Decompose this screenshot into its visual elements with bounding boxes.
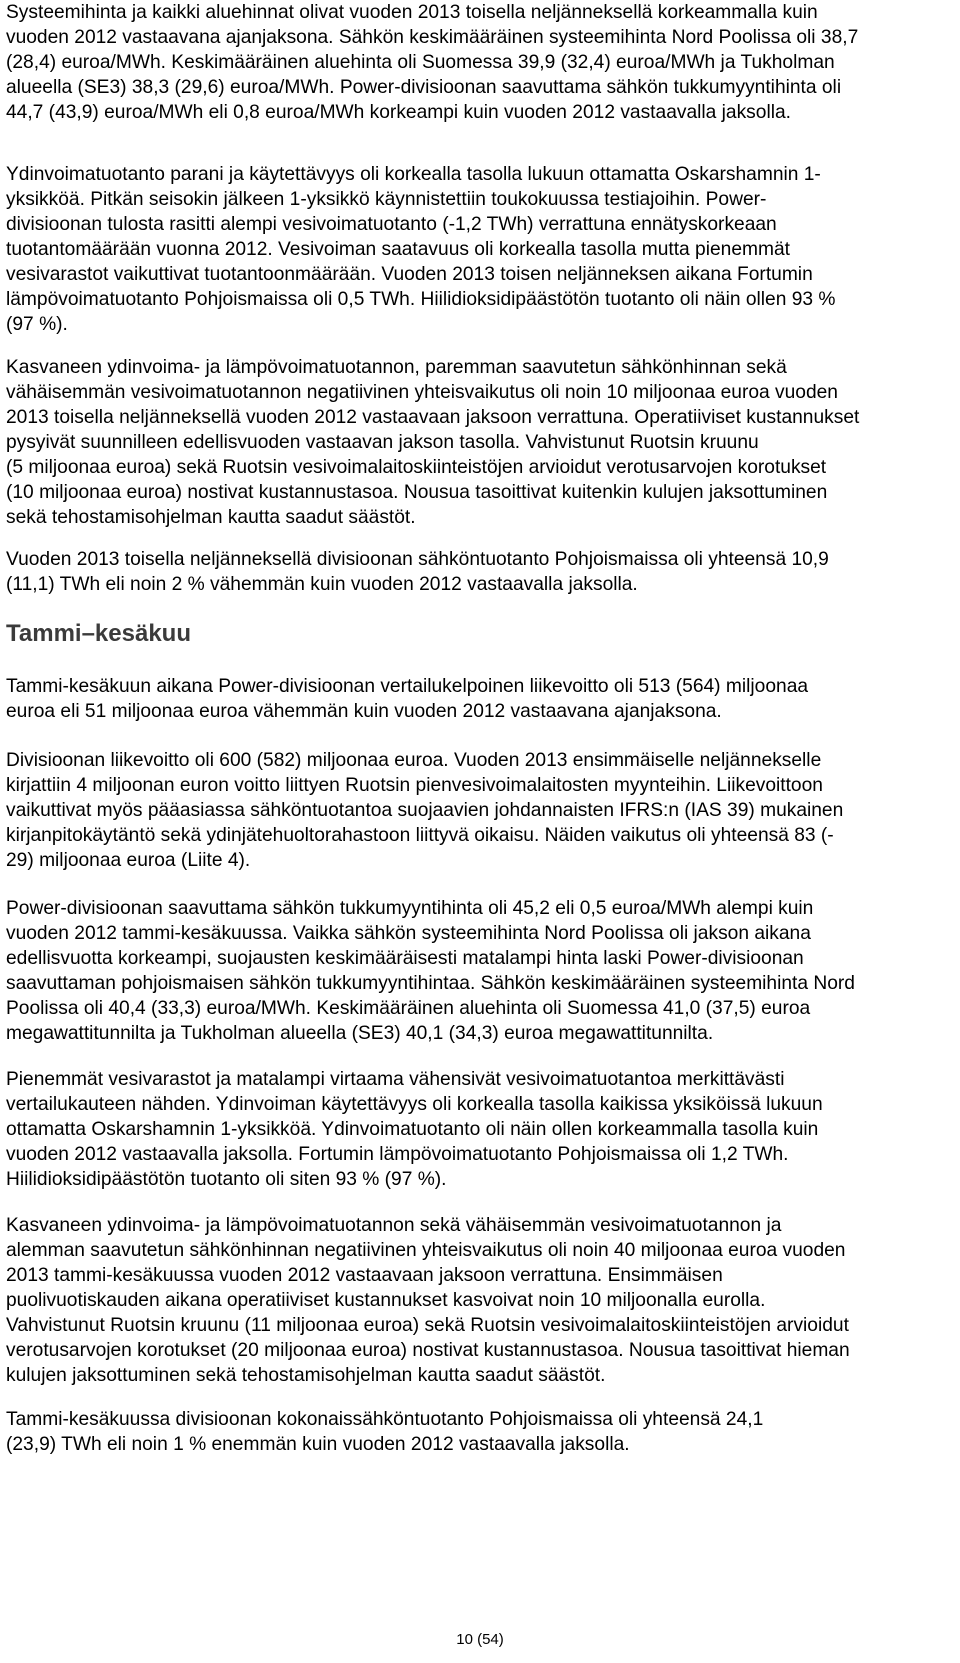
text-line: vuoden 2012 tammi-kesäkuussa. Vaikka sähkön systeemihinta Nord Poolissa oli jakson aikana bbox=[6, 923, 811, 944]
text-line: 29) miljoonaa euroa (Liite 4). bbox=[6, 850, 251, 871]
text-line: Power-divisioonan saavuttama sähkön tukkumyyntihinta oli 45,2 eli 0,5 euroa/MWh alempi kuin bbox=[6, 898, 814, 919]
text-line: megawattitunnilta ja Tukholman alueella (SE3) 40,1 (34,3) euroa megawattitunnilta. bbox=[6, 1023, 714, 1044]
text-line: Tammi-kesäkuun aikana Power-divisioonan vertailukelpoinen liikevoitto oli 513 (564) miljoonaa bbox=[6, 676, 809, 697]
text-line: Poolissa oli 40,4 (33,3) euroa/MWh. Keskimääräinen aluehinta oli Suomessa 41,0 (37,5) euroa bbox=[6, 998, 811, 1019]
text-line: (28,4) euroa/MWh. Keskimääräinen aluehinta oli Suomessa 39,9 (32,4) euroa/MWh ja Tukholman bbox=[6, 52, 835, 73]
paragraph-costs-q2 bbox=[6, 355, 859, 530]
text-line: euroa eli 51 miljoonaa euroa vähemmän kuin vuoden 2012 vastaavana ajanjaksona. bbox=[6, 701, 722, 722]
text-line: Hiilidioksidipäästötön tuotanto oli siten 93 % (97 %). bbox=[6, 1169, 447, 1190]
text-line: vuoden 2012 vastaavana ajanjaksona. Sähkön keskimääräinen systeemihinta Nord Poolissa oli 38,7 bbox=[6, 27, 859, 48]
text-line: (5 miljoonaa euroa) sekä Ruotsin vesivoimalaitoskiinteistöjen arvioidut verotusarvojen korotukset bbox=[6, 457, 827, 478]
text-line: 2013 toisella neljänneksellä vuoden 2012 vastaavaan jaksoon verrattuna. Operatiiviset kustannukset bbox=[6, 407, 860, 428]
paragraph-h1-production bbox=[6, 1407, 763, 1457]
text-line: (23,9) TWh eli noin 1 % enemmän kuin vuoden 2012 vastaavalla jaksolla. bbox=[6, 1434, 630, 1455]
text-line: kirjanpitokäytäntö sekä ydinjätehuoltorahastoon liittyvä oikaisu. Näiden vaikutus oli yhteensä 83 (- bbox=[6, 825, 834, 846]
text-line: Kasvaneen ydinvoima- ja lämpövoimatuotannon sekä vähäisemmän vesivoimatuotannon ja bbox=[6, 1215, 782, 1236]
section-heading: Tammi–kesäkuu bbox=[6, 620, 191, 647]
text-line: verotusarvojen korotukset (20 miljoonaa euroa) nostivat kustannustasoa. Nousua tasoittivat hieman bbox=[6, 1340, 850, 1361]
text-line: vertailukauteen nähden. Ydinvoiman käytettävyys oli korkealla tasolla kaikissa yksiköissä lukuun bbox=[6, 1094, 823, 1115]
text-line: puolivuotiskauden aikana operatiiviset kustannukset kasvoivat noin 10 miljoonalla eurolla. bbox=[6, 1290, 766, 1311]
text-line: alemman saavutetun sähkönhinnan negatiivinen yhteisvaikutus oli noin 40 miljoonaa euroa vuoden bbox=[6, 1240, 846, 1261]
text-line: divisioonan tulosta rasitti alempi vesivoimatuotanto (-1,2 TWh) verrattuna ennätyskorkeaan bbox=[6, 214, 777, 235]
text-line: yksikköä. Pitkän seisokin jälkeen 1-yksikkö käynnistettiin toukokuussa testiajoihin. Power- bbox=[6, 189, 767, 210]
text-line: (11,1) TWh eli noin 2 % vähemmän kuin vuoden 2012 vastaavalla jaksolla. bbox=[6, 574, 638, 595]
text-line: pysyivät suunnilleen edellisvuoden vastaavan jakson tasolla. Vahvistunut Ruotsin kruunu bbox=[6, 432, 759, 453]
text-line: kulujen jaksottuminen sekä tehostamisohjelman kautta saadut säästöt. bbox=[6, 1365, 606, 1386]
text-line: Tammi-kesäkuussa divisioonan kokonaissähköntuotanto Pohjoismaissa oli yhteensä 24,1 bbox=[6, 1409, 764, 1430]
text-line: vesivarastot vaikuttivat tuotantoonmäärään. Vuoden 2013 toisen neljänneksen aikana Fortumin bbox=[6, 264, 813, 285]
text-line: Ydinvoimatuotanto parani ja käytettävyys oli korkealla tasolla lukuun ottamatta Oskarshamnin 1- bbox=[6, 164, 821, 185]
text-line: lämpövoimatuotanto Pohjoismaissa oli 0,5 TWh. Hiilidioksidipäästötön tuotanto oli näin ollen 93 % bbox=[6, 289, 836, 310]
text-line: alueella (SE3) 38,3 (29,6) euroa/MWh. Power-divisioonan saavuttama sähkön tukkumyyntihinta oli bbox=[6, 77, 842, 98]
text-line: Pienemmät vesivarastot ja matalampi virtaama vähensivät vesivoimatuotantoa merkittävästi bbox=[6, 1069, 785, 1090]
paragraph-h1-hydro bbox=[6, 1067, 823, 1192]
text-line: (97 %). bbox=[6, 314, 68, 335]
text-line: sekä tehostamisohjelman kautta saadut säästöt. bbox=[6, 507, 416, 528]
paragraph-h1-operating-profit bbox=[6, 674, 808, 724]
text-line: tuotantomäärään vuonna 2012. Vesivoiman saatavuus oli korkealla tasolla mutta pienemmät bbox=[6, 239, 790, 260]
text-line: kirjattiin 4 miljoonan euron voitto liittyen Ruotsin pienvesivoimalaitosten myynteihin. Liikevoittoon bbox=[6, 775, 823, 796]
text-line: (10 miljoonaa euroa) nostivat kustannustasoa. Nousua tasoittivat kuitenkin kulujen jaksottuminen bbox=[6, 482, 828, 503]
text-line: 44,7 (43,9) euroa/MWh eli 0,8 euroa/MWh korkeampi kuin vuoden 2012 vastaavalla jaksolla. bbox=[6, 102, 791, 123]
text-line: vähäisemmän vesivoimatuotannon negatiivinen yhteisvaikutus oli noin 10 miljoonaa euroa vuoden bbox=[6, 382, 838, 403]
paragraph-production-q2 bbox=[6, 547, 829, 597]
text-line: edellisvuotta korkeampi, suojausten keskimääräisesti matalampi hinta laski Power-divisioonan bbox=[6, 948, 804, 969]
text-line: Vuoden 2013 toisella neljänneksellä divisioonan sähköntuotanto Pohjoismaissa oli yhteensä 10,9 bbox=[6, 549, 829, 570]
paragraph-h1-prices bbox=[6, 896, 855, 1046]
text-line: vaikuttivat myös pääasiassa sähköntuotantoa suojaavien johdannaisten IFRS:n (IAS 39) mukainen bbox=[6, 800, 844, 821]
text-line: vuoden 2012 vastaavalla jaksolla. Fortumin lämpövoimatuotanto Pohjoismaissa oli 1,2 TWh. bbox=[6, 1144, 789, 1165]
paragraph-h1-division-profit bbox=[6, 748, 843, 873]
text-line: Kasvaneen ydinvoima- ja lämpövoimatuotannon, paremman saavutetun sähkönhinnan sekä bbox=[6, 357, 787, 378]
paragraph-h1-costs bbox=[6, 1213, 850, 1388]
text-line: Systeemihinta ja kaikki aluehinnat olivat vuoden 2013 toisella neljänneksellä korkeammalla kuin bbox=[6, 2, 818, 23]
paragraph-nuclear-q2 bbox=[6, 162, 835, 337]
text-line: saavuttaman pohjoismaisen sähkön tukkumyyntihintaa. Sähkön keskimääräinen systeemihinta Nord bbox=[6, 973, 855, 994]
text-line: Vahvistunut Ruotsin kruunu (11 miljoonaa euroa) sekä Ruotsin vesivoimalaitoskiinteistöjen arvioidut bbox=[6, 1315, 849, 1336]
page-number: 10 (54) bbox=[456, 1631, 504, 1648]
text-line: ottamatta Oskarshamnin 1-yksikköä. Ydinvoimatuotanto oli näin ollen korkeammalla tasolla kuin bbox=[6, 1119, 819, 1140]
paragraph-prices-q2 bbox=[6, 0, 858, 125]
text-line: Divisioonan liikevoitto oli 600 (582) miljoonaa euroa. Vuoden 2013 ensimmäiselle neljännekselle bbox=[6, 750, 822, 771]
text-line: 2013 tammi-kesäkuussa vuoden 2012 vastaavaan jaksoon verrattuna. Ensimmäisen bbox=[6, 1265, 723, 1286]
